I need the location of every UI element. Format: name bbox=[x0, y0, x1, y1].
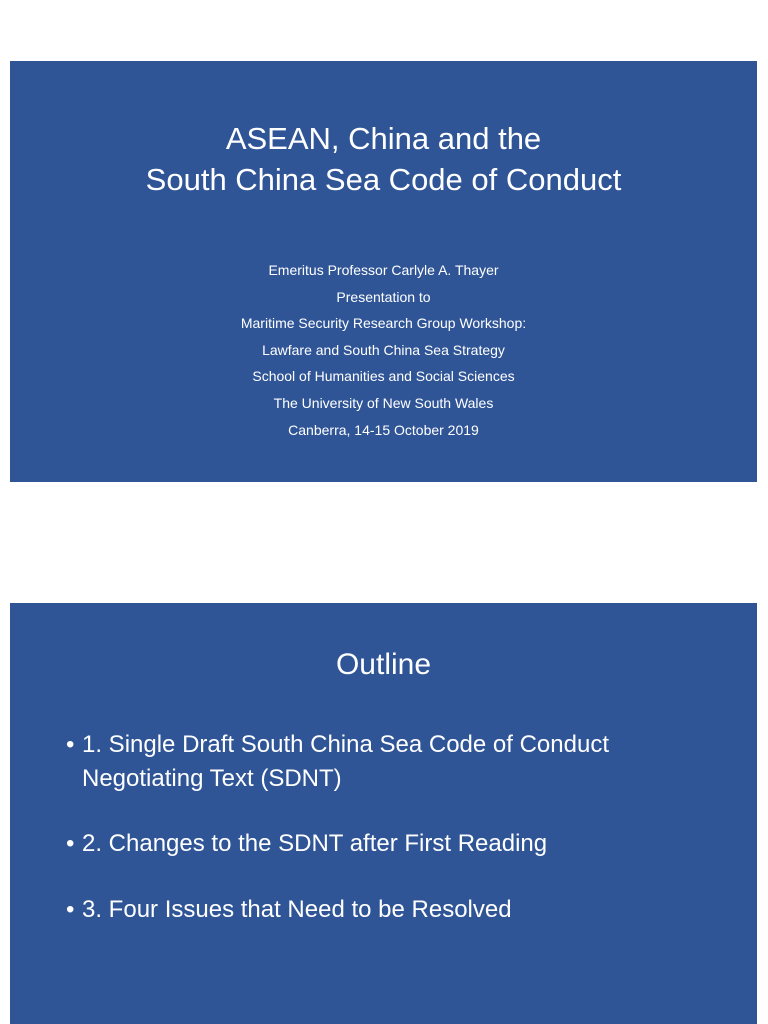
slide-title-line-2: South China Sea Code of Conduct bbox=[145, 162, 622, 197]
bullet-icon: • bbox=[66, 896, 75, 923]
workshop-theme: Lawfare and South China Sea Strategy bbox=[262, 341, 505, 358]
presenter-name: Emeritus Professor Carlyle A. Thayer bbox=[268, 262, 499, 278]
outline-item bbox=[66, 893, 717, 927]
slide-title-line-1: ASEAN, China and the bbox=[225, 121, 542, 156]
outline-item bbox=[66, 827, 717, 861]
outline-item bbox=[66, 728, 717, 796]
presenter-details bbox=[10, 257, 757, 443]
workshop-name: Maritime Security Research Group Workshop: bbox=[240, 315, 527, 332]
venue-date: Canberra, 14-15 October 2019 bbox=[288, 421, 479, 438]
school-name: School of Humanities and Social Sciences bbox=[252, 368, 515, 385]
title-slide bbox=[10, 61, 757, 482]
outline-title: Outline bbox=[335, 648, 432, 681]
outline-slide bbox=[10, 603, 757, 1024]
outline-item-text: 2. Changes to the SDNT after First Reading bbox=[82, 830, 548, 857]
presentation-label: Presentation to bbox=[336, 288, 431, 305]
outline-item-text: 3. Four Issues that Need to be Resolved bbox=[82, 896, 512, 923]
outline-item-text: 1. Single Draft South China Sea Code of Conduct Negotiating Text (SDNT) bbox=[82, 731, 609, 792]
bullet-icon: • bbox=[66, 830, 75, 857]
university-name: The University of New South Wales bbox=[273, 394, 494, 411]
bullet-icon: • bbox=[66, 731, 75, 758]
